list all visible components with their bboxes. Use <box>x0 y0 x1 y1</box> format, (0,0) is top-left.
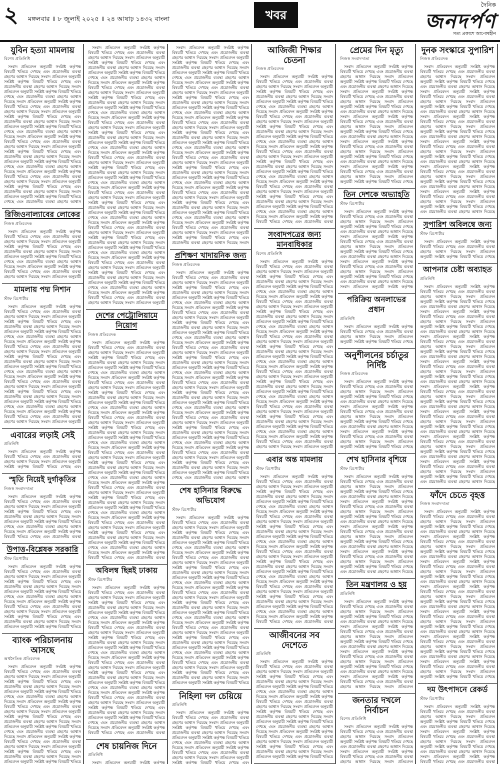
story-byline: স্টাফ রিপোর্টার <box>4 296 29 301</box>
story-headline: দুনক সংস্কারে সুপারিশ <box>421 45 494 55</box>
news-story <box>170 44 251 250</box>
story-headline: অবিলম্ব ছিন্নই ঢাকায় <box>95 566 158 575</box>
story-body: সংবাদ প্রতিবেদন অনুযায়ী সংশ্লিষ্ট কর্তৃপক্ষ বিষয়টি খতিয়ে দেখছে এবং প্রয়োজনীয় ব্যবস্থা গ্রহণের আশ্বাস দিয়েছে সংবাদ প্রতিবেদন অনুযায়ী সংশ্লিষ্ট কর্তৃপক্ষ বিষয়টি খতিয়ে দেখছে এবং প্রয়োজনীয় ব্যবস্থা গ্রহণের আশ্বাস দিয়েছে সংবাদ প্রতিবেদন অনুযায়ী সংশ্লিষ্ট কর্তৃপক্ষ বিষয়টি খতিয়ে দেখছে এবং প্রয়োজনীয় ব্যবস্থা গ্রহণের আশ্বাস দিয়েছে সংবাদ প্রতিবেদন অনুযায়ী সংশ্লিষ্ট কর্তৃপক্ষ বিষয়টি খতিয়ে দেখছে এবং প্রয়োজনীয় ব্যবস্থা গ্রহণের আশ্বাস দিয়েছে সংবাদ প্রতিবেদন অনুযায়ী সংশ্লিষ্ট কর্তৃপক্ষ বিষয়টি খতিয়ে দেখছে এবং প্রয়োজনীয় ব্যবস্থা গ্রহণের আশ্বাস দিয়েছে সংবাদ প্রতিবেদন অনুযায়ী সংশ্লিষ্ট কর্তৃপক্ষ বিষয়টি খতিয়ে দেখছে এবং প্রয়োজনীয় ব্যবস্থা গ্রহণের আশ্বাস দিয়েছে সংবাদ প্রতিবেদন অনুযায়ী সংশ্লিষ্ট কর্তৃপক্ষ বিষয়টি খতিয়ে দেখছে এবং প্রয়োজনীয় ব্যবস্থা গ্রহণের আশ্বাস দিয়েছে সংবাদ প্রতিবেদন অনুযায়ী সংশ্লিষ্ট কর্তৃপক্ষ বিষয়টি খতিয়ে দেখছে এবং প্রয়োজনীয় ব্যবস্থা গ্রহণের আশ্বাস দিয়েছে সংবাদ প্রতিবেদন অনুযায়ী সংশ্লিষ্ট কর্তৃপক্ষ বিষয়টি খতিয়ে দেখছে এবং প্রয়োজনীয় ব্যবস্থা গ্রহণের আশ্বাস দিয়েছে সংবাদ প্রতিবেদন অনুযায়ী সংশ্লিষ্ট কর্তৃপক্ষ বিষয়টি খতিয়ে দেখছে এবং প্রয়োজনীয় ব্যবস্থা গ্রহণের আশ্বাস দিয়েছে সংবাদ প্রতিবেদন অনুযায়ী সংশ্লিষ্ট কর্তৃপক্ষ বিষয়টি খতিয়ে দেখছে এবং প্রয়োজনীয় ব্যবস্থা গ্রহণের আশ্বাস দিয়েছে সংবাদ প্রতিবেদন অনুযায়ী সংশ্লিষ্ট কর্তৃপক্ষ বিষয়টি খতিয়ে দেখছে এবং প্রয়োজনীয় ব্যবস্থা গ্রহণের আশ্বাস দিয়েছে সংবাদ প্রতিবেদন অনুযায়ী সংশ্লিষ্ট কর্তৃপক্ষ বিষয়টি খতিয়ে দেখছে এবং প্রয়োজনীয় ব্যবস্থা গ্রহণের আশ্বাস দিয়েছে সংবাদ প্রতিবেদন অনুযায়ী সংশ্লিষ্ট কর্তৃপক্ষ বিষয়টি খতিয়ে দেখছে <box>420 509 495 679</box>
story-byline: নিজস্ব সংবাদদাতা <box>4 486 34 491</box>
story-headline: সংবাদপত্রের জন্য মানবাধিকার <box>268 230 321 249</box>
column-1 <box>2 44 84 764</box>
story-headline: মামলায় পদ্ম নিশান <box>14 285 71 294</box>
story-byline: নিজস্ব প্রতিবেদক <box>420 56 448 61</box>
news-story <box>86 740 167 764</box>
story-byline: নিজস্ব প্রতিবেদক <box>88 332 116 337</box>
story-body: সংবাদ প্রতিবেদন অনুযায়ী সংশ্লিষ্ট কর্তৃপক্ষ বিষয়টি খতিয়ে দেখছে এবং প্রয়োজনীয় ব্যবস্থা গ্রহণের আশ্বাস দিয়েছে সংবাদ প্রতিবেদন অনুযায়ী সংশ্লিষ্ট কর্তৃপক্ষ বিষয়টি খতিয়ে দেখছে এবং প্রয়োজনীয় ব্যবস্থা গ্রহণের আশ্বাস দিয়েছে সংবাদ প্রতিবেদন অনুযায়ী সংশ্লিষ্ট কর্তৃপক্ষ বিষয়টি খতিয়ে দেখছে এবং প্রয়োজনীয় ব্যবস্থা গ্রহণের আশ্বাস দিয়েছে সংবাদ প্রতিবেদন অনুযায়ী সংশ্লিষ্ট কর্তৃপক্ষ বিষয়টি খতিয়ে দেখছে এবং প্রয়োজনীয় ব্যবস্থা গ্রহণের আশ্বাস দিয়েছে সংবাদ প্রতিবেদন অনুযায়ী সংশ্লিষ্ট কর্তৃপক্ষ বিষয়টি খতিয়ে দেখছে এবং প্রয়োজনীয় ব্যবস্থা গ্রহণের আশ্বাস দিয়েছে সংবাদ প্রতিবেদন অনুযায়ী সংশ্লিষ্ট কর্তৃপক্ষ বিষয়টি খতিয়ে দেখছে এবং প্রয়োজনীয় ব্যবস্থা গ্রহণের আশ্বাস দিয়েছে সংবাদ প্রতিবেদন অনুযায়ী সংশ্লিষ্ট কর্তৃপক্ষ বিষয়টি খতিয়ে দেখছে এবং প্রয়োজনীয় ব্যবস্থা গ্রহণের আশ্বাস দিয়েছে সংবাদ প্রতিবেদন অনুযায়ী সংশ্লিষ্ট কর্তৃপক্ষ বিষয়টি খতিয়ে দেখছে এবং প্রয়োজনীয় ব্যবস্থা গ্রহণের আশ্বাস দিয়েছে <box>340 474 413 574</box>
story-byline: প্রতিনিধি <box>4 441 19 446</box>
news-story <box>338 454 415 579</box>
story-byline: বিশেষ প্রতিনিধি <box>340 716 367 721</box>
news-story <box>254 454 335 629</box>
story-headline: আজিজী শিক্ষার চেতনা <box>267 45 322 65</box>
news-story <box>86 565 167 740</box>
news-story <box>170 690 251 764</box>
section-name: খবর <box>254 2 298 28</box>
story-headline: তিন দেশকে অভ্যাহতি <box>343 190 410 199</box>
column-2 <box>86 44 168 764</box>
story-headline: স্মৃতি নিয়েই দুর্গাকৃতির <box>9 475 76 484</box>
story-byline: নিজস্ব প্রতিবেদক <box>256 66 284 71</box>
story-body: সংবাদ প্রতিবেদন অনুযায়ী সংশ্লিষ্ট কর্তৃপক্ষ বিষয়টি খতিয়ে দেখছে এবং প্রয়োজনীয় ব্যবস্থা গ্রহণের আশ্বাস দিয়েছে সংবাদ প্রতিবেদন অনুযায়ী সংশ্লিষ্ট কর্তৃপক্ষ বিষয়টি খতিয়ে দেখছে এবং প্রয়োজনীয় ব্যবস্থা গ্রহণের আশ্বাস দিয়েছে সংবাদ প্রতিবেদন অনুযায়ী সংশ্লিষ্ট কর্তৃপক্ষ বিষয়টি খতিয়ে দেখছে এবং প্রয়োজনীয় ব্যবস্থা গ্রহণের আশ্বাস দিয়েছে সংবাদ প্রতিবেদন অনুযায়ী সংশ্লিষ্ট কর্তৃপক্ষ বিষয়টি খতিয়ে দেখছে এবং প্রয়োজনীয় ব্যবস্থা গ্রহণের আশ্বাস দিয়েছে সংবাদ প্রতিবেদন অনুযায়ী <box>4 229 81 279</box>
news-story <box>86 310 167 565</box>
logo-main-text: জনদর্পণ <box>424 9 496 33</box>
story-body: সংবাদ প্রতিবেদন অনুযায়ী সংশ্লিষ্ট কর্তৃপক্ষ বিষয়টি খতিয়ে দেখছে এবং প্রয়োজনীয় ব্যবস্থা গ্রহণের আশ্বাস দিয়েছে সংবাদ প্রতিবেদন অনুযায়ী সংশ্লিষ্ট কর্তৃপক্ষ বিষয়টি খতিয়ে দেখছে এবং প্রয়োজনীয় ব্যবস্থা গ্রহণের আশ্বাস দিয়েছে সংবাদ প্রতিবেদন অনুযায়ী সংশ্লিষ্ট কর্তৃপক্ষ বিষয়টি খতিয়ে দেখছে এবং প্রয়োজনীয় ব্যবস্থা গ্রহণের আশ্বাস দিয়েছে সংবাদ প্রতিবেদন অনুযায়ী সংশ্লিষ্ট কর্তৃপক্ষ বিষয়টি খতিয়ে দেখছে এবং প্রয়োজনীয় ব্যবস্থা গ্রহণের আশ্বাস দিয়েছে সংবাদ প্রতিবেদন অনুযায়ী সংশ্লিষ্ট কর্তৃপক্ষ বিষয়টি খতিয়ে দেখছে এবং <box>172 710 249 764</box>
logo-top-text: দৈনিক <box>480 2 496 9</box>
story-byline: নিজস্ব সংবাদদাতা <box>420 501 450 506</box>
story-byline: প্রতিনিধি <box>88 752 103 757</box>
logo-sub-text: সত্য প্রকাশে আপোষহীন <box>452 32 496 37</box>
story-body: সংবাদ প্রতিবেদন অনুযায়ী সংশ্লিষ্ট কর্তৃপক্ষ <box>92 760 165 764</box>
story-headline: আজীবনের সব দেশেতে <box>269 630 320 650</box>
story-headline: প্রশিক্ষণ খাদায়নিক জন্য <box>174 251 247 260</box>
story-byline: স্টাফ রিপোর্টার <box>88 577 113 582</box>
column-5 <box>338 44 416 764</box>
story-headline: আপনার চেষ্টা অব্যাহত <box>422 265 493 274</box>
story-headline: রিজিওনাল্যাবের লোকের <box>4 210 81 219</box>
story-byline: প্রতিনিধি <box>340 316 355 321</box>
news-story <box>170 485 251 690</box>
story-body: সংবাদ প্রতিবেদন অনুযায়ী সংশ্লিষ্ট কর্তৃপক্ষ বিষয়টি খতিয়ে দেখছে এবং প্রয়োজনীয় ব্যবস্থা গ্রহণের আশ্বাস দিয়েছে সংবাদ প্রতিবেদন অনুযায়ী সংশ্লিষ্ট কর্তৃপক্ষ বিষয়টি খতিয়ে দেখছে এবং প্রয়োজনীয় ব্যবস্থা গ্রহণের আশ্বাস দিয়েছে সংবাদ প্রতিবেদন অনুযায়ী সংশ্লিষ্ট কর্তৃপক্ষ বিষয়টি খতিয়ে দেখছে এবং প্রয়োজনীয় ব্যবস্থা গ্রহণের আশ্বাস দিয়েছে সংবাদ প্রতিবেদন অনুযায়ী সংশ্লিষ্ট কর্তৃপক্ষ বিষয়টি খতিয়ে দেখছে এবং প্রয়োজনীয় ব্যবস্থা গ্রহণের আশ্বাস দিয়েছে সংবাদ প্রতিবেদন অনুযায়ী সংশ্লিষ্ট কর্তৃপক্ষ বিষয়টি খতিয়ে দেখছে এবং প্রয়োজনীয় ব্যবস্থা গ্রহণের আশ্বাস দিয়েছে সংবাদ প্রতিবেদন অনুযায়ী সংশ্লিষ্ট কর্তৃপক্ষ বিষয়টি খতিয়ে দেখছে এবং প্রয়োজনীয় ব্যবস্থা গ্রহণের আশ্বাস দিয়েছে সংবাদ প্রতিবেদন অনুযায়ী সংশ্লিষ্ট কর্তৃপক্ষ বিষয়টি খতিয়ে দেখছে এবং প্রয়োজনীয় ব্যবস্থা গ্রহণের আশ্বাস দিয়েছে সংবাদ প্রতিবেদন অনুযায়ী সংশ্লিষ্ট কর্তৃপক্ষ বিষয়টি খতিয়ে দেখছে এবং প্রয়োজনীয় ব্যবস্থা গ্রহণের আশ্বাস দিয়েছে সংবাদ প্রতিবেদন অনুযায়ী সংশ্লিষ্ট কর্তৃপক্ষ বিষয়টি খতিয়ে <box>256 659 333 759</box>
story-body: সংবাদ প্রতিবেদন অনুযায়ী সংশ্লিষ্ট কর্তৃপক্ষ বিষয়টি খতিয়ে দেখছে এবং প্রয়োজনীয় ব্যবস্থা গ্রহণের আশ্বাস দিয়েছে সংবাদ প্রতিবেদন অনুযায়ী সংশ্লিষ্ট কর্তৃপক্ষ বিষয়টি খতিয়ে দেখছে এবং প্রয়োজনীয় ব্যবস্থা গ্রহণের আশ্বাস দিয়েছে সংবাদ প্রতিবেদন অনুযায়ী সংশ্লিষ্ট কর্তৃপক্ষ বিষয়টি খতিয়ে দেখছে এবং প্রয়োজনীয় ব্যবস্থা গ্রহণের আশ্বাস দিয়েছে সংবাদ প্রতিবেদন অনুযায়ী সংশ্লিষ্ট কর্তৃপক্ষ বিষয়টি খতিয়ে দেখছে এবং প্রয়োজনীয় ব্যবস্থা গ্রহণের আশ্বাস দিয়েছে সংবাদ প্রতিবেদন অনুযায়ী সংশ্লিষ্ট কর্তৃপক্ষ বিষয়টি খতিয়ে দেখছে এবং প্রয়োজনীয় ব্যবস্থা গ্রহণের আশ্বাস দিয়েছে সংবাদ প্রতিবেদন অনুযায়ী সংশ্লিষ্ট কর্তৃপক্ষ বিষয়টি খতিয়ে দেখছে <box>340 379 413 449</box>
story-byline: প্রতিনিধি <box>420 276 435 281</box>
story-body: সংবাদ প্রতিবেদন অনুযায়ী সংশ্লিষ্ট কর্তৃপক্ষ বিষয়টি খতিয়ে দেখছে এবং প্রয়োজনীয় ব্যবস্থা গ্রহণের আশ্বাস দিয়েছে সংবাদ প্রতিবেদন অনুযায়ী সংশ্লিষ্ট কর্তৃপক্ষ বিষয়টি খতিয়ে দেখছে এবং প্রয়োজনীয় ব্যবস্থা গ্রহণের আশ্বাস দিয়েছে সংবাদ প্রতিবেদন অনুযায়ী সংশ্লিষ্ট কর্তৃপক্ষ বিষয়টি খতিয়ে দেখছে এবং প্রয়োজনীয় ব্যবস্থা গ্রহণের আশ্বাস দিয়েছে সংবাদ প্রতিবেদন অনুযায়ী সংশ্লিষ্ট কর্তৃপক্ষ বিষয়টি খতিয়ে দেখছে এবং প্রয়োজনীয় ব্যবস্থা গ্রহণের আশ্বাস দিয়েছে সংবাদ প্রতিবেদন অনুযায়ী সংশ্লিষ্ট কর্তৃপক্ষ বিষয়টি খতিয়ে দেখছে এবং প্রয়োজনীয় ব্যবস্থা গ্রহণের আশ্বাস দিয়েছে সংবাদ প্রতিবেদন অনুযায়ী সংশ্লিষ্ট কর্তৃপক্ষ বিষয়টি খতিয়ে দেখছে এবং প্রয়োজনীয় ব্যবস্থা গ্রহণের আশ্বাস দিয়েছে সংবাদ প্রতিবেদন অনুযায়ী সংশ্লিষ্ট কর্তৃপক্ষ বিষয়টি খতিয়ে দেখছে এবং প্রয়োজনীয় ব্যবস্থা গ্রহণের আশ্বাস দিয়েছে সংবাদ প্রতিবেদন অনুযায়ী সংশ্লিষ্ট কর্তৃপক্ষ বিষয়টি খতিয়ে দেখছে এবং প্রয়োজনীয় ব্যবস্থা গ্রহণের আশ্বাস দিয়েছে সংবাদ প্রতিবেদন অনুযায়ী সংশ্লিষ্ট কর্তৃপক্ষ বিষয়টি খতিয়ে দেখছে এবং প্রয়োজনীয় ব্যবস্থা গ্রহণের আশ্বাস দিয়েছে সংবাদ প্রতিবেদন অনুযায়ী সংশ্লিষ্ট কর্তৃপক্ষ বিষয়টি খতিয়ে দেখছে এবং প্রয়োজনীয় ব্যবস্থা গ্রহণের আশ্বাস দিয়েছে সংবাদ প্রতিবেদন অনুযায়ী সংশ্লিষ্ট কর্তৃপক্ষ বিষয়টি খতিয়ে দেখছে এবং প্রয়োজনীয় ব্যবস্থা গ্রহণের আশ্বাস দিয়েছে সংবাদ প্রতিবেদন অনুযায়ী সংশ্লিষ্ট কর্তৃপক্ষ বিষয়টি খতিয়ে দেখছে এবং প্রয়োজনীয় ব্যবস্থা গ্রহণের আশ্বাস দিয়েছে সংবাদ প্রতিবেদন অনুযায়ী সংশ্লিষ্ট কর্তৃপক্ষ বিষয়টি খতিয়ে দেখছে এবং প্রয়োজনীয় ব্যবস্থা গ্রহণের আশ্বাস দিয়েছে সংবাদ প্রতিবেদন অনুযায়ী সংশ্লিষ্ট কর্তৃপক্ষ বিষয়টি খতিয়ে দেখছে এবং প্রয়োজনীয় ব্যবস্থা গ্রহণের আশ্বাস দিয়েছে সংবাদ প্রতিবেদন অনুযায়ী সংশ্লিষ্ট কর্তৃপক্ষ বিষয়টি খতিয়ে দেখছে এবং প্রয়োজনীয় ব্যবস্থা গ্রহণের আশ্বাস দিয়েছে সংবাদ প্রতিবেদন অনুযায়ী সংশ্লিষ্ট কর্তৃপক্ষ বিষয়টি খতিয়ে দেখছে এবং প্রয়োজনীয় ব্যবস্থা গ্রহণের আশ্বাস দিয়েছে সংবাদ প্রতিবেদন অনুযায়ী সংশ্লিষ্ট কর্তৃপক্ষ বিষয়টি খতিয়ে দেখছে এবং প্রয়োজনীয় ব্যবস্থা গ্রহণের আশ্বাস দিয়েছে সংবাদ <box>172 45 249 245</box>
date-line: মঙ্গলবার ॥ ৮ জুলাই ২০২৫ ॥ ২৪ আষাঢ় ১৪৩২ বাংলা <box>28 15 170 23</box>
news-story <box>338 579 415 694</box>
news-story <box>254 629 335 764</box>
news-story <box>418 219 497 264</box>
story-headline: উপাত্ত-বিশ্লেষক সরকারি <box>6 545 79 554</box>
news-story <box>338 189 415 294</box>
story-headline: দম উৎপাদনে রেকর্ড <box>427 685 488 694</box>
story-byline: নিজস্ব প্রতিবেদক <box>172 262 200 267</box>
story-byline: নিজস্ব প্রতিবেদক <box>4 221 32 226</box>
column-4 <box>254 44 336 764</box>
story-body: সংবাদ প্রতিবেদন অনুযায়ী সংশ্লিষ্ট কর্তৃপক্ষ বিষয়টি খতিয়ে দেখছে এবং প্রয়োজনীয় ব্যবস্থা গ্রহণের আশ্বাস দিয়েছে সংবাদ প্রতিবেদন অনুযায়ী সংশ্লিষ্ট কর্তৃপক্ষ বিষয়টি খতিয়ে দেখছে এবং প্রয়োজনীয় ব্যবস্থা গ্রহণের আশ্বাস দিয়েছে সংবাদ প্রতিবেদন অনুযায়ী সংশ্লিষ্ট কর্তৃপক্ষ বিষয়টি খতিয়ে দেখছে এবং প্রয়োজনীয় ব্যবস্থা গ্রহণের আশ্বাস দিয়েছে সংবাদ প্রতিবেদন অনুযায়ী সংশ্লিষ্ট কর্তৃপক্ষ বিষয়টি খতিয়ে দেখছে এবং প্রয়োজনীয় ব্যবস্থা গ্রহণের আশ্বাস দিয়েছে সংবাদ প্রতিবেদন অনুযায়ী সংশ্লিষ্ট কর্তৃপক্ষ বিষয়টি খতিয়ে দেখছে এবং প্রয়োজনীয় ব্যবস্থা গ্রহণের আশ্বাস দিয়েছে সংবাদ প্রতিবেদন অনুযায়ী সংশ্লিষ্ট কর্তৃপক্ষ বিষয়টি খতিয়ে দেখছে এবং প্রয়োজনীয় ব্যবস্থা গ্রহণের আশ্বাস দিয়েছে সংবাদ প্রতিবেদন অনুযায়ী সংশ্লিষ্ট কর্তৃপক্ষ বিষয়টি খতিয়ে দেখছে এবং প্রয়োজনীয় ব্যবস্থা গ্রহণের আশ্বাস দিয়েছে সংবাদ প্রতিবেদন অনুযায়ী সংশ্লিষ্ট কর্তৃপক্ষ বিষয়টি খতিয়ে দেখছে এবং প্রয়োজনীয় ব্যবস্থা গ্রহণের আশ্বাস দিয়েছে সংবাদ প্রতিবেদন অনুযায়ী সংশ্লিষ্ট কর্তৃপক্ষ বিষয়টি খতিয়ে দেখছে এবং প্রয়োজনীয় ব্যবস্থা গ্রহণের আশ্বাস দিয়েছে সংবাদ প্রতিবেদন অনুযায়ী সংশ্লিষ্ট কর্তৃপক্ষ বিষয়টি খতিয়ে দেখছে এবং প্রয়োজনীয় ব্যবস্থা গ্রহণের আশ্বাস দিয়েছে সংবাদ প্রতিবেদন অনুযায়ী সংশ্লিষ্ট কর্তৃপক্ষ বিষয়টি খতিয়ে দেখছে এবং প্রয়োজনীয় ব্যবস্থা গ্রহণের আশ্বাস দিয়েছে সংবাদ প্রতিবেদন অনুযায়ী সংশ্লিষ্ট কর্তৃপক্ষ বিষয়টি খতিয়ে দেখছে এবং প্রয়োজনীয় ব্যবস্থা গ্রহণের আশ্বাস <box>4 64 81 204</box>
story-byline: স্টাফ রিপোর্টার <box>420 231 445 236</box>
story-headline: তিন মন্ত্রণালয় ও হয় <box>346 580 407 589</box>
story-body: সংবাদ প্রতিবেদন অনুযায়ী সংশ্লিষ্ট কর্তৃপক্ষ বিষয়টি খতিয়ে দেখছে এবং প্রয়োজনীয় ব্যবস্থা গ্রহণের আশ্বাস দিয়েছে সংবাদ প্রতিবেদন অনুযায়ী সংশ্লিষ্ট কর্তৃপক্ষ বিষয়টি খতিয়ে দেখছে এবং প্রয়োজনীয় ব্যবস্থা গ্রহণের আশ্বাস দিয়েছে সংবাদ প্রতিবেদন অনুযায়ী সংশ্লিষ্ট কর্তৃপক্ষ বিষয়টি খতিয়ে দেখছে এবং প্রয়োজনীয় ব্যবস্থা গ্রহণের আশ্বাস দিয়েছে সংবাদ প্রতিবেদন অনুযায়ী সংশ্লিষ্ট কর্তৃপক্ষ বিষয়টি খতিয়ে দেখছে এবং প্রয়োজনীয় ব্যবস্থা গ্রহণের আশ্বাস দিয়েছে সংবাদ প্রতিবেদন অনুযায়ী সংশ্লিষ্ট কর্তৃপক্ষ বিষয়টি খতিয়ে দেখছে এবং প্রয়োজনীয় ব্যবস্থা গ্রহণের আশ্বাস দিয়েছে সংবাদ প্রতিবেদন অনুযায়ী সংশ্লিষ্ট কর্তৃপক্ষ বিষয়টি খতিয়ে দেখছে এবং প্রয়োজনীয় ব্যবস্থা গ্রহণের আশ্বাস দিয়েছে সংবাদ প্রতিবেদন অনুযায়ী সংশ্লিষ্ট কর্তৃপক্ষ বিষয়টি খতিয়ে দেখছে এবং প্রয়োজনীয় ব্যবস্থা গ্রহণের আশ্বাস দিয়েছে সংবাদ প্রতিবেদন অনুযায়ী সংশ্লিষ্ট কর্তৃপক্ষ বিষয়টি খতিয়ে দেখছে এবং প্রয়োজনীয় ব্যবস্থা গ্রহণের আশ্বাস দিয়েছে সংবাদ প্রতিবেদন অনুযায়ী সংশ্লিষ্ট কর্তৃপক্ষ বিষয়টি খতিয়ে দেখছে এবং প্রয়োজনীয় ব্যবস্থা গ্রহণের আশ্বাস দিয়েছে সংবাদ প্রতিবেদন অনুযায়ী সংশ্লিষ্ট কর্তৃপক্ষ বিষয়টি খতিয়ে দেখছে এবং প্রয়োজনীয় ব্যবস্থা গ্রহণের আশ্বাস দিয়েছে সংবাদ প্রতিবেদন অনুযায়ী সংশ্লিষ্ট কর্তৃপক্ষ বিষয়টি খতিয়ে দেখছে এবং প্রয়োজনীয় ব্যবস্থা গ্রহণের আশ্বাস দিয়েছে সংবাদ প্রতিবেদন অনুযায়ী সংশ্লিষ্ট কর্তৃপক্ষ বিষয়টি খতিয়ে দেখছে এবং প্রয়োজনীয় ব্যবস্থা গ্রহণের আশ্বাস দিয়েছে সংবাদ প্রতিবেদন অনুযায়ী সংশ্লিষ্ট কর্তৃপক্ষ বিষয়টি খতিয়ে দেখছে এবং প্রয়োজনীয় ব্যবস্থা গ্রহণের আশ্বাস দিয়েছে সংবাদ প্রতিবেদন অনুযায়ী সংশ্লিষ্ট কর্তৃপক্ষ বিষয়টি খতিয়ে দেখছে এবং প্রয়োজনীয় ব্যবস্থা গ্রহণের আশ্বাস দিয়েছে সংবাদ প্রতিবেদন অনুযায়ী সংশ্লিষ্ট কর্তৃপক্ষ বিষয়টি খতিয়ে দেখছে এবং প্রয়োজনীয় ব্যবস্থা গ্রহণের আশ্বাস দিয়েছে সংবাদ প্রতিবেদন অনুযায়ী সংশ্লিষ্ট কর্তৃপক্ষ বিষয়টি খতিয়ে দেখছে এবং প্রয়োজনীয় ব্যবস্থা গ্রহণের আশ্বাস দিয়েছে সংবাদ প্রতিবেদন অনুযায়ী সংশ্লিষ্ট কর্তৃপক্ষ বিষয়টি খতিয়ে দেখছে এবং প্রয়োজনীয় ব্যবস্থা গ্রহণের আশ্বাস দিয়েছে সংবাদ প্রতিবেদন অনুযায়ী সংশ্লিষ্ট কর্তৃপক্ষ বিষয়টি খতিয়ে দেখছে এবং প্রয়োজনীয় ব্যবস্থা গ্রহণের আশ্বাস দিয়েছে সংবাদ প্রতিবেদন অনুযায়ী সংশ্লিষ্ট কর্তৃপক্ষ বিষয়টি খতিয়ে দেখছে এবং প্রয়োজনীয় ব্যবস্থা <box>88 340 165 560</box>
story-headline: ফাঁদে চেতে বৃহত্ত <box>430 490 485 500</box>
story-body: সংবাদ প্রতিবেদন অনুযায়ী সংশ্লিষ্ট কর্তৃপক্ষ বিষয়টি খতিয়ে দেখছে এবং প্রয়োজনীয় ব্যবস্থা গ্রহণের আশ্বাস দিয়েছে সংবাদ প্রতিবেদন অনুযায়ী সংশ্লিষ্ট কর্তৃপক্ষ বিষয়টি খতিয়ে দেখছে এবং প্রয়োজনীয় ব্যবস্থা গ্রহণের আশ্বাস দিয়েছে সংবাদ প্রতিবেদন অনুযায়ী সংশ্লিষ্ট কর্তৃপক্ষ বিষয়টি খতিয়ে দেখছে এবং প্রয়োজনীয় ব্যবস্থা গ্রহণের আশ্বাস দিয়েছে সংবাদ প্রতিবেদন অনুযায়ী সংশ্লিষ্ট কর্তৃপক্ষ বিষয়টি খতিয়ে দেখছে এবং প্রয়োজনীয় ব্যবস্থা গ্রহণের আশ্বাস দিয়েছে সংবাদ প্রতিবেদন অনুযায়ী সংশ্লিষ্ট কর্তৃপক্ষ বিষয়টি খতিয়ে দেখছে এবং প্রয়োজনীয় ব্যবস্থা গ্রহণের আশ্বাস দিয়েছে সংবাদ প্রতিবেদন অনুযায়ী সংশ্লিষ্ট কর্তৃপক্ষ বিষয়টি খতিয়ে দেখছে এবং প্রয়োজনীয় ব্যবস্থা গ্রহণের আশ্বাস দিয়েছে সংবাদ প্রতিবেদন অনুযায়ী সংশ্লিষ্ট কর্তৃপক্ষ বিষয়টি খতিয়ে দেখছে এবং প্রয়োজনীয় ব্যবস্থা গ্রহণের আশ্বাস দিয়েছে সংবাদ প্রতিবেদন অনুযায়ী সংশ্লিষ্ট কর্তৃপক্ষ বিষয়টি খতিয়ে দেখছে এবং প্রয়োজনীয় ব্যবস্থা গ্রহণের আশ্বাস দিয়েছে সংবাদ প্রতিবেদন অনুযায়ী সংশ্লিষ্ট কর্তৃপক্ষ বিষয়টি খতিয়ে দেখছে এবং প্রয়োজনীয় ব্যবস্থা গ্রহণের আশ্বাস দিয়েছে সংবাদ প্রতিবেদন অনুযায়ী সংশ্লিষ্ট কর্তৃপক্ষ বিষয়টি খতিয়ে দেখছে এবং প্রয়োজনীয় ব্যবস্থা গ্রহণের আশ্বাস দিয়েছে সংবাদ প্রতিবেদন অনুযায়ী সংশ্লিষ্ট কর্তৃপক্ষ বিষয়টি খতিয়ে দেখছে এবং প্রয়োজনীয় ব্যবস্থা গ্রহণের আশ্বাস দিয়েছে সংবাদ প্রতিবেদন অনুযায়ী সংশ্লিষ্ট কর্তৃপক্ষ বিষয়টি খতিয়ে দেখছে এবং প্রয়োজনীয় ব্যবস্থা গ্রহণের আশ্বাস দিয়েছে <box>420 64 495 214</box>
story-byline: প্রতিনিধি <box>256 651 271 656</box>
news-story <box>2 544 83 634</box>
story-headline: প্রেমের দিন মৃত্যু <box>349 45 404 55</box>
story-body: সংবাদ প্রতিবেদন অনুযায়ী সংশ্লিষ্ট কর্তৃপক্ষ বিষয়টি খতিয়ে দেখছে এবং প্রয়োজনীয় ব্যবস্থা গ্রহণের আশ্বাস দিয়েছে সংবাদ প্রতিবেদন অনুযায়ী সংশ্লিষ্ট কর্তৃপক্ষ বিষয়টি খতিয়ে দেখছে এবং প্রয়োজনীয় ব্যবস্থা গ্রহণের আশ্বাস দিয়েছে সংবাদ প্রতিবেদন অনুযায়ী সংশ্লিষ্ট কর্তৃপক্ষ বিষয়টি খতিয়ে দেখছে এবং প্রয়োজনীয় ব্যবস্থা গ্রহণের আশ্বাস দিয়েছে সংবাদ প্রতিবেদন অনুযায়ী সংশ্লিষ্ট কর্তৃপক্ষ বিষয়টি খতিয়ে দেখছে এবং প্রয়োজনীয় ব্যবস্থা গ্রহণের আশ্বাস দিয়েছে সংবাদ প্রতিবেদন অনুযায়ী সংশ্লিষ্ট কর্তৃপক্ষ বিষয়টি খতিয়ে দেখছে এবং প্রয়োজনীয় ব্যবস্থা গ্রহণের আশ্বাস দিয়েছে সংবাদ প্রতিবেদন অনুযায়ী সংশ্লিষ্ট কর্তৃপক্ষ বিষয়টি খতিয়ে দেখছে এবং প্রয়োজনীয় ব্যবস্থা গ্রহণের আশ্বাস দিয়েছে সংবাদ প্রতিবেদন অনুযায়ী সংশ্লিষ্ট কর্তৃপক্ষ বিষয়টি খতিয়ে দেখছে এবং প্রয়োজনীয় ব্যবস্থা গ্রহণের আশ্বাস দিয়েছে সংবাদ প্রতিবেদন অনুযায়ী সংশ্লিষ্ট কর্তৃপক্ষ বিষয়টি খতিয়ে দেখছে এবং প্রয়োজনীয় ব্যবস্থা গ্রহণের আশ্বাস দিয়েছে সংবাদ প্রতিবেদন অনুযায়ী সংশ্লিষ্ট কর্তৃপক্ষ বিষয়টি খতিয়ে দেখছে এবং প্রয়োজনীয় ব্যবস্থা গ্রহণের আশ্বাস দিয়েছে সংবাদ প্রতিবেদন অনুযায়ী সংশ্লিষ্ট কর্তৃপক্ষ বিষয়টি খতিয়ে দেখছে এবং প্রয়োজনীয় ব্যবস্থা গ্রহণের আশ্বাস দিয়েছে সংবাদ প্রতিবেদন অনুযায়ী সংশ্লিষ্ট কর্তৃপক্ষ বিষয়টি খতিয়ে দেখছে এবং প্রয়োজনীয় ব্যবস্থা গ্রহণের আশ্বাস দিয়েছে সংবাদ প্রতিবেদন অনুযায়ী সংশ্লিষ্ট কর্তৃপক্ষ বিষয়টি খতিয়ে দেখছে এবং প্রয়োজনীয় ব্যবস্থা গ্রহণের আশ্বাস দিয়েছে সংবাদ প্রতিবেদন অনুযায়ী সংশ্লিষ্ট কর্তৃপক্ষ বিষয়টি খতিয়ে দেখছে এবং প্রয়োজনীয় ব্যবস্থা গ্রহণের আশ্বাস দিয়েছে সংবাদ প্রতিবেদন অনুযায়ী সংশ্লিষ্ট কর্তৃপক্ষ বিষয়টি খতিয়ে দেখছে এবং প্রয়োজনীয় ব্যবস্থা গ্রহণের আশ্বাস দিয়েছে সংবাদ প্রতিবেদন অনুযায়ী সংশ্লিষ্ট কর্তৃপক্ষ বিষয়টি খতিয়ে <box>172 515 249 685</box>
story-body: সংবাদ প্রতিবেদন অনুযায়ী সংশ্লিষ্ট কর্তৃপক্ষ বিষয়টি খতিয়ে দেখছে এবং প্রয়োজনীয় ব্যবস্থা গ্রহণের আশ্বাস দিয়েছে সংবাদ প্রতিবেদন অনুযায়ী সংশ্লিষ্ট কর্তৃপক্ষ বিষয়টি খতিয়ে দেখছে এবং প্রয়োজনীয় ব্যবস্থা গ্রহণের আশ্বাস দিয়েছে সংবাদ প্রতিবেদন অনুযায়ী সংশ্লিষ্ট কর্তৃপক্ষ বিষয়টি খতিয়ে দেখছে এবং প্রয়োজনীয় ব্যবস্থা গ্রহণের আশ্বাস দিয়েছে সংবাদ প্রতিবেদন অনুযায়ী সংশ্লিষ্ট কর্তৃপক্ষ বিষয়টি খতিয়ে দেখছে এবং প্রয়োজনীয় ব্যবস্থা গ্রহণের আশ্বাস দিয়েছে সংবাদ প্রতিবেদন অনুযায়ী সংশ্লিষ্ট কর্তৃপক্ষ বিষয়টি খতিয়ে দেখছে এবং প্রয়োজনীয় ব্যবস্থা গ্রহণের আশ্বাস দিয়েছে সংবাদ প্রতিবেদন অনুযায়ী সংশ্লিষ্ট কর্তৃপক্ষ বিষয়টি খতিয়ে দেখছে এবং প্রয়োজনীয় ব্যবস্থা গ্রহণের আশ্বাস দিয়েছে সংবাদ প্রতিবেদন অনুযায়ী সংশ্লিষ্ট কর্তৃপক্ষ বিষয়টি খতিয়ে দেখছে এবং প্রয়োজনীয় ব্যবস্থা গ্রহণের আশ্বাস দিয়েছে সংবাদ প্রতিবেদন অনুযায়ী সংশ্লিষ্ট কর্তৃপক্ষ বিষয়টি খতিয়ে দেখছে এবং প্রয়োজনীয় ব্যবস্থা গ্রহণের আশ্বাস দিয়েছে সংবাদ প্রতিবেদন অনুযায়ী সংশ্লিষ্ট কর্তৃপক্ষ বিষয়টি খতিয়ে দেখছে এবং প্রয়োজনীয় ব্যবস্থা গ্রহণের আশ্বাস দিয়েছে সংবাদ প্রতিবেদন অনুযায়ী সংশ্লিষ্ট কর্তৃপক্ষ বিষয়টি খতিয়ে দেখছে এবং প্রয়োজনীয় ব্যবস্থা গ্রহণের আশ্বাস দিয়েছে সংবাদ প্রতিবেদন অনুযায়ী সংশ্লিষ্ট কর্তৃপক্ষ বিষয়টি খতিয়ে দেখছে এবং প্রয়োজনীয় ব্যবস্থা গ্রহণের আশ্বাস দিয়েছে সংবাদ প্রতিবেদন অনুযায়ী সংশ্লিষ্ট কর্তৃপক্ষ বিষয়টি খতিয়ে দেখছে এবং প্রয়োজনীয় ব্যবস্থা গ্রহণের আশ্বাস দিয়েছে সংবাদ প্রতিবেদন অনুযায়ী সংশ্লিষ্ট কর্তৃপক্ষ বিষয়টি খতিয়ে দেখছে এবং প্রয়োজনীয় ব্যবস্থা <box>256 474 333 624</box>
story-headline: দেশের পেট্রোলিয়ামে নিয়োগ <box>95 311 158 330</box>
story-body: সংবাদ প্রতিবেদন অনুযায়ী সংশ্লিষ্ট কর্তৃপক্ষ বিষয়টি খতিয়ে দেখছে এবং প্রয়োজনীয় ব্যবস্থা গ্রহণের আশ্বাস দিয়েছে সংবাদ প্রতিবেদন অনুযায়ী সংশ্লিষ্ট কর্তৃপক্ষ বিষয়টি খতিয়ে দেখছে <box>420 239 495 259</box>
story-headline: যুবিন হত্যা মামলায় <box>10 45 75 55</box>
news-story <box>418 264 497 489</box>
story-byline: স্টাফ রিপোর্টার <box>340 466 365 471</box>
story-body: সংবাদ প্রতিবেদন অনুযায়ী সংশ্লিষ্ট কর্তৃপক্ষ বিষয়টি খতিয়ে দেখছে এবং প্রয়োজনীয় ব্যবস্থা গ্রহণের আশ্বাস দিয়েছে সংবাদ প্রতিবেদন অনুযায়ী সংশ্লিষ্ট কর্তৃপক্ষ বিষয়টি খতিয়ে দেখছে এবং প্রয়োজনীয় ব্যবস্থা গ্রহণের আশ্বাস দিয়েছে সংবাদ প্রতিবেদন অনুযায়ী সংশ্লিষ্ট কর্তৃপক্ষ বিষয়টি খতিয়ে দেখছে এবং প্রয়োজনীয় ব্যবস্থা গ্রহণের আশ্বাস দিয়েছে সংবাদ প্রতিবেদন অনুযায়ী সংশ্লিষ্ট কর্তৃপক্ষ বিষয়টি খতিয়ে দেখছে এবং প্রয়োজনীয় ব্যবস্থা গ্রহণের আশ্বাস দিয়েছে সংবাদ প্রতিবেদন অনুযায়ী সংশ্লিষ্ট কর্তৃপক্ষ বিষয়টি খতিয়ে দেখছে এবং প্রয়োজনীয় ব্যবস্থা গ্রহণের আশ্বাস দিয়েছে সংবাদ প্রতিবেদন অনুযায়ী সংশ্লিষ্ট কর্তৃপক্ষ বিষয়টি খতিয়ে দেখছে এবং প্রয়োজনীয় ব্যবস্থা গ্রহণের আশ্বাস দিয়েছে সংবাদ প্রতিবেদন অনুযায়ী সংশ্লিষ্ট কর্তৃপক্ষ বিষয়টি খতিয়ে দেখছে এবং প্রয়োজনীয় ব্যবস্থা গ্রহণের আশ্বাস দিয়েছে সংবাদ প্রতিবেদন অনুযায়ী সংশ্লিষ্ট কর্তৃপক্ষ বিষয়টি খতিয়ে দেখছে এবং প্রয়োজনীয় ব্যবস্থা গ্রহণের আশ্বাস দিয়েছে সংবাদ প্রতিবেদন অনুযায়ী সংশ্লিষ্ট কর্তৃপক্ষ বিষয়টি খতিয়ে দেখছে এবং প্রয়োজনীয় ব্যবস্থা গ্রহণের আশ্বাস দিয়েছে সংবাদ প্রতিবেদন অনুযায়ী সংশ্লিষ্ট কর্তৃপক্ষ বিষয়টি খতিয়ে দেখছে এবং প্রয়োজনীয় ব্যবস্থা গ্রহণের আশ্বাস দিয়েছে সংবাদ প্রতিবেদন অনুযায়ী সংশ্লিষ্ট কর্তৃপক্ষ বিষয়টি খতিয়ে দেখছে এবং প্রয়োজনীয় ব্যবস্থা গ্রহণের আশ্বাস দিয়েছে সংবাদ প্রতিবেদন অনুযায়ী সংশ্লিষ্ট কর্তৃপক্ষ বিষয়টি খতিয়ে দেখছে এবং প্রয়োজনীয় ব্যবস্থা গ্রহণের আশ্বাস দিয়েছে সংবাদ প্রতিবেদন অনুযায়ী সংশ্লিষ্ট কর্তৃপক্ষ বিষয়টি খতিয়ে দেখছে এবং প্রয়োজনীয় ব্যবস্থা <box>88 585 165 735</box>
news-story <box>418 44 497 219</box>
news-story <box>254 229 335 454</box>
story-headline: নিহিলা দল চেয়িয়ে <box>179 691 242 701</box>
story-body: সংবাদ প্রতিবেদন অনুযায়ী সংশ্লিষ্ট কর্তৃপক্ষ বিষয়টি খতিয়ে দেখছে এবং প্রয়োজনীয় ব্যবস্থা গ্রহণের আশ্বাস দিয়েছে সংবাদ প্রতিবেদন অনুযায়ী সংশ্লিষ্ট কর্তৃপক্ষ বিষয়টি খতিয়ে দেখছে এবং প্রয়োজনীয় ব্যবস্থা গ্রহণের আশ্বাস দিয়েছে সংবাদ প্রতিবেদন অনুযায়ী সংশ্লিষ্ট কর্তৃপক্ষ বিষয়টি খতিয়ে দেখছে এবং প্রয়োজনীয় ব্যবস্থা গ্রহণের আশ্বাস দিয়েছে সংবাদ প্রতিবেদন অনুযায়ী সংশ্লিষ্ট কর্তৃপক্ষ বিষয়টি খতিয়ে দেখছে এবং প্রয়োজনীয় ব্যবস্থা গ্রহণের আশ্বাস দিয়েছে সংবাদ প্রতিবেদন অনুযায়ী সংশ্লিষ্ট কর্তৃপক্ষ বিষয়টি খতিয়ে দেখছে এবং প্রয়োজনীয় ব্যবস্থা গ্রহণের আশ্বাস দিয়েছে সংবাদ প্রতিবেদন অনুযায়ী সংশ্লিষ্ট কর্তৃপক্ষ বিষয়টি খতিয়ে দেখছে এবং প্রয়োজনীয় ব্যবস্থা গ্রহণের আশ্বাস দিয়েছে সংবাদ প্রতিবেদন অনুযায়ী সংশ্লিষ্ট কর্তৃপক্ষ বিষয়টি খতিয়ে দেখছে এবং প্রয়োজনীয় ব্যবস্থা গ্রহণের আশ্বাস দিয়েছে সংবাদ প্রতিবেদন অনুযায়ী সংশ্লিষ্ট কর্তৃপক্ষ বিষয়টি খতিয়ে দেখছে এবং প্রয়োজনীয় ব্যবস্থা গ্রহণের আশ্বাস দিয়েছে সংবাদ প্রতিবেদন অনুযায়ী সংশ্লিষ্ট কর্তৃপক্ষ বিষয়টি খতিয়ে দেখছে এবং প্রয়োজনীয় ব্যবস্থা গ্রহণের আশ্বাস দিয়েছে সংবাদ প্রতিবেদন অনুযায়ী সংশ্লিষ্ট কর্তৃপক্ষ বিষয়টি খতিয়ে দেখছে এবং প্রয়োজনীয় ব্যবস্থা গ্রহণের আশ্বাস দিয়েছে সংবাদ প্রতিবেদন অনুযায়ী সংশ্লিষ্ট কর্তৃপক্ষ বিষয়টি খতিয়ে দেখছে এবং প্রয়োজনীয় ব্যবস্থা গ্রহণের আশ্বাস দিয়েছে সংবাদ প্রতিবেদন অনুযায়ী সংশ্লিষ্ট কর্তৃপক্ষ বিষয়টি খতিয়ে দেখছে এবং প্রয়োজনীয় ব্যবস্থা গ্রহণের আশ্বাস দিয়েছে সংবাদ প্রতিবেদন অনুযায়ী সংশ্লিষ্ট কর্তৃপক্ষ বিষয়টি খতিয়ে দেখছে এবং প্রয়োজনীয় ব্যবস্থা গ্রহণের আশ্বাস দিয়েছে সংবাদ প্রতিবেদন অনুযায়ী সংশ্লিষ্ট কর্তৃপক্ষ বিষয়টি খতিয়ে দেখছে এবং প্রয়োজনীয় ব্যবস্থা গ্রহণের আশ্বাস দিয়েছে সংবাদ প্রতিবেদন অনুযায়ী সংশ্লিষ্ট কর্তৃপক্ষ বিষয়টি খতিয়ে দেখছে এবং প্রয়োজনীয় ব্যবস্থা গ্রহণের আশ্বাস দিয়েছে সংবাদ প্রতিবেদন অনুযায়ী সংশ্লিষ্ট কর্তৃপক্ষ বিষয়টি খতিয়ে দেখছে এবং প্রয়োজনীয় ব্যবস্থা গ্রহণের আশ্বাস দিয়েছে সংবাদ প্রতিবেদন অনুযায়ী <box>256 259 333 449</box>
story-headline: শেষ হাসিনার বিরুদ্ধে অভিযোগ <box>179 486 242 505</box>
story-byline: স্টাফ রিপোর্টার <box>256 466 281 471</box>
page-number: ২ <box>4 2 19 28</box>
story-body: সংবাদ প্রতিবেদন অনুযায়ী সংশ্লিষ্ট কর্তৃপক্ষ বিষয়টি খতিয়ে দেখছে এবং প্রয়োজনীয় ব্যবস্থা গ্রহণের আশ্বাস দিয়েছে সংবাদ প্রতিবেদন অনুযায়ী সংশ্লিষ্ট কর্তৃপক্ষ বিষয়টি খতিয়ে দেখছে এবং প্রয়োজনীয় ব্যবস্থা গ্রহণের আশ্বাস দিয়েছে সংবাদ প্রতিবেদন অনুযায়ী সংশ্লিষ্ট কর্তৃপক্ষ বিষয়টি খতিয়ে দেখছে এবং প্রয়োজনীয় ব্যবস্থা গ্রহণের আশ্বাস দিয়েছে সংবাদ প্রতিবেদন অনুযায়ী সংশ্লিষ্ট কর্তৃপক্ষ বিষয়টি খতিয়ে দেখছে এবং প্রয়োজনীয় ব্যবস্থা <box>4 494 81 539</box>
story-byline: বিশেষ প্রতিনিধি <box>4 56 31 61</box>
news-story <box>338 294 415 349</box>
story-headline: সুপারিশ অবিলম্বে জন্য <box>423 220 492 229</box>
story-body: সংবাদ প্রতিবেদন অনুযায়ী সংশ্লিষ্ট কর্তৃপক্ষ বিষয়টি খতিয়ে দেখছে এবং প্রয়োজনীয় ব্যবস্থা গ্রহণের আশ্বাস দিয়েছে সংবাদ প্রতিবেদন অনুযায়ী সংশ্লিষ্ট কর্তৃপক্ষ বিষয়টি খতিয়ে দেখছে এবং প্রয়োজনীয় ব্যবস্থা গ্রহণের আশ্বাস দিয়েছে সংবাদ প্রতিবেদন অনুযায়ী সংশ্লিষ্ট কর্তৃপক্ষ বিষয়টি খতিয়ে দেখছে এবং প্রয়োজনীয় ব্যবস্থা গ্রহণের আশ্বাস দিয়েছে সংবাদ প্রতিবেদন অনুযায়ী সংশ্লিষ্ট কর্তৃপক্ষ বিষয়টি খতিয়ে দেখছে এবং প্রয়োজনীয় ব্যবস্থা গ্রহণের আশ্বাস দিয়েছে সংবাদ প্রতিবেদন অনুযায়ী সংশ্লিষ্ট কর্তৃপক্ষ বিষয়টি খতিয়ে দেখছে এবং প্রয়োজনীয় ব্যবস্থা গ্রহণের আশ্বাস দিয়েছে সংবাদ প্রতিবেদন অনুযায়ী সংশ্লিষ্ট কর্তৃপক্ষ বিষয়টি খতিয়ে দেখছে এবং প্রয়োজনীয় ব্যবস্থা গ্রহণের আশ্বাস দিয়েছে সংবাদ প্রতিবেদন অনুযায়ী সংশ্লিষ্ট কর্তৃপক্ষ <box>340 209 413 289</box>
story-byline: স্টাফ রিপোর্টার <box>340 201 365 206</box>
story-headline: পরিক্রিয় অনলাভের প্রধান <box>347 295 406 314</box>
news-story <box>2 474 83 544</box>
news-story <box>2 429 83 474</box>
column-3 <box>170 44 252 764</box>
story-headline: অনুশীলনের চর্চাতুর নির্দিষ্ট <box>344 350 409 370</box>
story-body: সংবাদ প্রতিবেদন অনুযায়ী সংশ্লিষ্ট কর্তৃপক্ষ বিষয়টি খতিয়ে দেখছে এবং প্রয়োজনীয় ব্যবস্থা গ্রহণের আশ্বাস দিয়েছে সংবাদ প্রতিবেদন অনুযায়ী সংশ্লিষ্ট কর্তৃপক্ষ বিষয়টি খতিয়ে দেখছে এবং প্রয়োজনীয় ব্যবস্থা গ্রহণের আশ্বাস দিয়েছে সংবাদ প্রতিবেদন অনুযায়ী সংশ্লিষ্ট কর্তৃপক্ষ বিষয়টি খতিয়ে দেখছে এবং প্রয়োজনীয় ব্যবস্থা গ্রহণের আশ্বাস দিয়েছে সংবাদ প্রতিবেদন অনুযায়ী সংশ্লিষ্ট কর্তৃপক্ষ বিষয়টি খতিয়ে দেখছে এবং প্রয়োজনীয় ব্যবস্থা গ্রহণের আশ্বাস দিয়েছে সংবাদ প্রতিবেদন অনুযায়ী সংশ্লিষ্ট কর্তৃপক্ষ বিষয়টি খতিয়ে দেখছে এবং প্রয়োজনীয় ব্যবস্থা গ্রহণের আশ্বাস দিয়েছে সংবাদ প্রতিবেদন অনুযায়ী সংশ্লিষ্ট কর্তৃপক্ষ বিষয়টি খতিয়ে দেখছে এবং প্রয়োজনীয় ব্যবস্থা গ্রহণের আশ্বাস দিয়েছে সংবাদ প্রতিবেদন অনুযায়ী সংশ্লিষ্ট কর্তৃপক্ষ বিষয়টি খতিয়ে দেখছে এবং প্রয়োজনীয় ব্যবস্থা গ্রহণের আশ্বাস দিয়েছে সংবাদ প্রতিবেদন <box>340 599 413 689</box>
news-story <box>170 250 251 485</box>
story-body: সংবাদ প্রতিবেদন অনুযায়ী সংশ্লিষ্ট কর্তৃপক্ষ বিষয়টি খতিয়ে দেখছে এবং প্রয়োজনীয় ব্যবস্থা গ্রহণের আশ্বাস দিয়েছে সংবাদ প্রতিবেদন অনুযায়ী সংশ্লিষ্ট কর্তৃপক্ষ বিষয়টি খতিয়ে দেখছে এবং প্রয়োজনীয় ব্যবস্থা গ্রহণের আশ্বাস দিয়েছে সংবাদ প্রতিবেদন অনুযায়ী সংশ্লিষ্ট কর্তৃপক্ষ বিষয়টি খতিয়ে দেখছে এবং প্রয়োজনীয় ব্যবস্থা গ্রহণের আশ্বাস দিয়েছে সংবাদ প্রতিবেদন <box>340 724 413 764</box>
story-body: সংবাদ প্রতিবেদন অনুযায়ী সংশ্লিষ্ট কর্তৃপক্ষ বিষয়টি খতিয়ে দেখছে এবং প্রয়োজনীয় ব্যবস্থা গ্রহণের আশ্বাস দিয়েছে সংবাদ প্রতিবেদন অনুযায়ী সংশ্লিষ্ট কর্তৃপক্ষ বিষয়টি খতিয়ে দেখছে এবং প্রয়োজনীয় ব্যবস্থা গ্রহণের আশ্বাস দিয়েছে সংবাদ প্রতিবেদন অনুযায়ী সংশ্লিষ্ট কর্তৃপক্ষ বিষয়টি খতিয়ে দেখছে এবং প্রয়োজনীয় ব্যবস্থা গ্রহণের আশ্বাস দিয়েছে সংবাদ প্রতিবেদন অনুযায়ী সংশ্লিষ্ট কর্তৃপক্ষ বিষয়টি খতিয়ে দেখছে এবং প্রয়োজনীয় ব্যবস্থা গ্রহণের আশ্বাস দিয়েছে সংবাদ প্রতিবেদন অনুযায়ী সংশ্লিষ্ট কর্তৃপক্ষ বিষয়টি খতিয়ে দেখছে এবং প্রয়োজনীয় ব্যবস্থা গ্রহণের আশ্বাস দিয়েছে সংবাদ প্রতিবেদন অনুযায়ী সংশ্লিষ্ট কর্তৃপক্ষ বিষয়টি খতিয়ে দেখছে এবং প্রয়োজনীয় ব্যবস্থা গ্রহণের আশ্বাস দিয়েছে সংবাদ প্রতিবেদন অনুযায়ী সংশ্লিষ্ট কর্তৃপক্ষ বিষয়টি খতিয়ে দেখছে এবং প্রয়োজনীয় ব্যবস্থা গ্রহণের আশ্বাস দিয়েছে সংবাদ প্রতিবেদন অনুযায়ী সংশ্লিষ্ট কর্তৃপক্ষ বিষয়টি খতিয়ে দেখছে এবং প্রয়োজনীয় ব্যবস্থা গ্রহণের আশ্বাস দিয়েছে সংবাদ প্রতিবেদন অনুযায়ী সংশ্লিষ্ট কর্তৃপক্ষ বিষয়টি খতিয়ে দেখছে এবং প্রয়োজনীয় ব্যবস্থা গ্রহণের আশ্বাস দিয়েছে সংবাদ প্রতিবেদন অনুযায়ী সংশ্লিষ্ট কর্তৃপক্ষ বিষয়টি খতিয়ে দেখছে এবং প্রয়োজনীয় ব্যবস্থা গ্রহণের আশ্বাস দিয়েছে সংবাদ প্রতিবেদন অনুযায়ী <box>4 304 81 424</box>
story-body: সংবাদ প্রতিবেদন অনুযায়ী সংশ্লিষ্ট কর্তৃপক্ষ বিষয়টি খতিয়ে দেখছে এবং প্রয়োজনীয় ব্যবস্থা গ্রহণের আশ্বাস দিয়েছে সংবাদ প্রতিবেদন অনুযায়ী সংশ্লিষ্ট কর্তৃপক্ষ বিষয়টি খতিয়ে দেখছে এবং প্রয়োজনীয় ব্যবস্থা গ্রহণের আশ্বাস দিয়েছে সংবাদ প্রতিবেদন অনুযায়ী সংশ্লিষ্ট কর্তৃপক্ষ বিষয়টি খতিয়ে দেখছে এবং প্রয়োজনীয় ব্যবস্থা গ্রহণের আশ্বাস দিয়েছে সংবাদ প্রতিবেদন অনুযায়ী সংশ্লিষ্ট কর্তৃপক্ষ বিষয়টি খতিয়ে দেখছে এবং প্রয়োজনীয় ব্যবস্থা গ্রহণের আশ্বাস দিয়েছে সংবাদ প্রতিবেদন অনুযায়ী সংশ্লিষ্ট কর্তৃপক্ষ বিষয়টি খতিয়ে দেখছে এবং প্রয়োজনীয় ব্যবস্থা গ্রহণের আশ্বাস দিয়েছে সংবাদ প্রতিবেদন অনুযায়ী সংশ্লিষ্ট কর্তৃপক্ষ বিষয়টি খতিয়ে দেখছে এবং প্রয়োজনীয় ব্যবস্থা গ্রহণের আশ্বাস দিয়েছে সংবাদ প্রতিবেদন অনুযায়ী সংশ্লিষ্ট কর্তৃপক্ষ বিষয়টি খতিয়ে দেখছে এবং প্রয়োজনীয় ব্যবস্থা গ্রহণের আশ্বাস দিয়েছে সংবাদ প্রতিবেদন অনুযায়ী সংশ্লিষ্ট কর্তৃপক্ষ বিষয়টি খতিয়ে দেখছে এবং প্রয়োজনীয় ব্যবস্থা গ্রহণের আশ্বাস দিয়েছে সংবাদ প্রতিবেদন অনুযায়ী সংশ্লিষ্ট কর্তৃপক্ষ বিষয়টি খতিয়ে দেখছে এবং প্রয়োজনীয় ব্যবস্থা গ্রহণের আশ্বাস দিয়েছে সংবাদ প্রতিবেদন অনুযায়ী সংশ্লিষ্ট কর্তৃপক্ষ বিষয়টি খতিয়ে দেখছে <box>340 64 413 184</box>
story-body: সংবাদ প্রতিবেদন অনুযায়ী সংশ্লিষ্ট কর্তৃপক্ষ বিষয়টি খতিয়ে দেখছে এবং প্রয়োজনীয় ব্যবস্থা গ্রহণের আশ্বাস দিয়েছে সংবাদ প্রতিবেদন অনুযায়ী সংশ্লিষ্ট কর্তৃপক্ষ বিষয়টি খতিয়ে দেখছে এবং প্রয়োজনীয় ব্যবস্থা গ্রহণের আশ্বাস দিয়েছে সংবাদ প্রতিবেদন অনুযায়ী সংশ্লিষ্ট কর্তৃপক্ষ বিষয়টি খতিয়ে দেখছে এবং প্রয়োজনীয় ব্যবস্থা গ্রহণের আশ্বাস দিয়েছে সংবাদ প্রতিবেদন অনুযায়ী সংশ্লিষ্ট কর্তৃপক্ষ বিষয়টি খতিয়ে দেখছে এবং প্রয়োজনীয় ব্যবস্থা গ্রহণের আশ্বাস দিয়েছে সংবাদ প্রতিবেদন অনুযায়ী সংশ্লিষ্ট কর্তৃপক্ষ বিষয়টি খতিয়ে দেখছে এবং প্রয়োজনীয় ব্যবস্থা গ্রহণের আশ্বাস দিয়েছে সংবাদ প্রতিবেদন অনুযায়ী সংশ্লিষ্ট কর্তৃপক্ষ বিষয়টি খতিয়ে দেখছে এবং প্রয়োজনীয় ব্যবস্থা গ্রহণের আশ্বাস দিয়েছে সংবাদ প্রতিবেদন অনুযায়ী সংশ্লিষ্ট কর্তৃপক্ষ বিষয়টি খতিয়ে দেখছে এবং প্রয়োজনীয় ব্যবস্থা গ্রহণের আশ্বাস দিয়েছে সংবাদ প্রতিবেদন অনুযায়ী সংশ্লিষ্ট কর্তৃপক্ষ বিষয়টি খতিয়ে দেখছে এবং প্রয়োজনীয় ব্যবস্থা গ্রহণের আশ্বাস দিয়েছে সংবাদ প্রতিবেদন অনুযায়ী সংশ্লিষ্ট কর্তৃপক্ষ বিষয়টি খতিয়ে দেখছে এবং প্রয়োজনীয় ব্যবস্থা গ্রহণের আশ্বাস দিয়েছে সংবাদ প্রতিবেদন অনুযায়ী সংশ্লিষ্ট কর্তৃপক্ষ বিষয়টি খতিয়ে দেখছে এবং প্রয়োজনীয় ব্যবস্থা গ্রহণের আশ্বাস দিয়েছে সংবাদ প্রতিবেদন অনুযায়ী সংশ্লিষ্ট কর্তৃপক্ষ বিষয়টি খতিয়ে দেখছে এবং প্রয়োজনীয় ব্যবস্থা গ্রহণের আশ্বাস দিয়েছে সংবাদ প্রতিবেদন অনুযায়ী সংশ্লিষ্ট কর্তৃপক্ষ বিষয়টি খতিয়ে দেখছে এবং প্রয়োজনীয় ব্যবস্থা গ্রহণের আশ্বাস দিয়েছে সংবাদ প্রতিবেদন অনুযায়ী সংশ্লিষ্ট কর্তৃপক্ষ বিষয়টি খতিয়ে দেখছে এবং প্রয়োজনীয় ব্যবস্থা গ্রহণের আশ্বাস দিয়েছে সংবাদ প্রতিবেদন অনুযায়ী সংশ্লিষ্ট কর্তৃপক্ষ বিষয়টি খতিয়ে দেখছে এবং প্রয়োজনীয় ব্যবস্থা গ্রহণের আশ্বাস দিয়েছে সংবাদ প্রতিবেদন অনুযায়ী সংশ্লিষ্ট কর্তৃপক্ষ বিষয়টি খতিয়ে দেখছে এবং প্রয়োজনীয় ব্যবস্থা গ্রহণের আশ্বাস দিয়েছে সংবাদ প্রতিবেদন অনুযায়ী সংশ্লিষ্ট কর্তৃপক্ষ বিষয়টি খতিয়ে দেখছে এবং প্রয়োজনীয় ব্যবস্থা গ্রহণের আশ্বাস দিয়েছে <box>420 284 495 484</box>
story-body: সংবাদ প্রতিবেদন অনুযায়ী সংশ্লিষ্ট কর্তৃপক্ষ বিষয়টি খতিয়ে দেখছে এবং প্রয়োজনীয় ব্যবস্থা গ্রহণের আশ্বাস দিয়েছে সংবাদ প্রতিবেদন অনুযায়ী সংশ্লিষ্ট কর্তৃপক্ষ বিষয়টি খতিয়ে দেখছে এবং <box>4 449 81 469</box>
story-byline: স্টাফ রিপোর্টার <box>172 507 197 512</box>
news-story <box>254 44 335 229</box>
story-body: সংবাদ প্রতিবেদন অনুযায়ী সংশ্লিষ্ট কর্তৃপক্ষ বিষয়টি খতিয়ে দেখছে এবং প্রয়োজনীয় ব্যবস্থা গ্রহণের আশ্বাস দিয়েছে সংবাদ প্রতিবেদন অনুযায়ী সংশ্লিষ্ট কর্তৃপক্ষ বিষয়টি খতিয়ে দেখছে <box>340 324 413 344</box>
story-byline: স্টাফ রিপোর্টার <box>420 696 445 701</box>
column-6 <box>418 44 498 764</box>
news-story <box>418 489 497 684</box>
story-headline: শেষ চায়নিজ দিনে <box>96 741 157 751</box>
story-body: সংবাদ প্রতিবেদন অনুযায়ী সংশ্লিষ্ট কর্তৃপক্ষ বিষয়টি খতিয়ে দেখছে এবং প্রয়োজনীয় ব্যবস্থা গ্রহণের আশ্বাস দিয়েছে সংবাদ প্রতিবেদন অনুযায়ী সংশ্লিষ্ট কর্তৃপক্ষ বিষয়টি খতিয়ে দেখছে এবং প্রয়োজনীয় ব্যবস্থা গ্রহণের আশ্বাস দিয়েছে সংবাদ প্রতিবেদন অনুযায়ী সংশ্লিষ্ট কর্তৃপক্ষ বিষয়টি খতিয়ে দেখছে এবং প্রয়োজনীয় ব্যবস্থা গ্রহণের আশ্বাস দিয়েছে সংবাদ প্রতিবেদন অনুযায়ী সংশ্লিষ্ট কর্তৃপক্ষ বিষয়টি খতিয়ে দেখছে এবং প্রয়োজনীয় ব্যবস্থা গ্রহণের আশ্বাস দিয়েছে সংবাদ প্রতিবেদন অনুযায়ী সংশ্লিষ্ট কর্তৃপক্ষ বিষয়টি খতিয়ে দেখছে এবং প্রয়োজনীয় ব্যবস্থা গ্রহণের আশ্বাস দিয়েছে সংবাদ প্রতিবেদন অনুযায়ী সংশ্লিষ্ট কর্তৃপক্ষ বিষয়টি খতিয়ে <box>4 564 81 629</box>
news-story <box>338 349 415 454</box>
newspaper-logo <box>316 2 496 38</box>
masthead <box>0 0 500 42</box>
news-story <box>338 44 415 189</box>
news-story <box>2 209 83 284</box>
story-headline: শেখ হাসিনার বৃশিয়ে <box>346 455 407 464</box>
story-byline: নিজস্ব সংবাদদাতা <box>340 56 370 61</box>
story-body: সংবাদ প্রতিবেদন অনুযায়ী সংশ্লিষ্ট কর্তৃপক্ষ বিষয়টি খতিয়ে দেখছে এবং প্রয়োজনীয় ব্যবস্থা গ্রহণের আশ্বাস দিয়েছে সংবাদ প্রতিবেদন অনুযায়ী সংশ্লিষ্ট কর্তৃপক্ষ বিষয়টি খতিয়ে দেখছে এবং প্রয়োজনীয় ব্যবস্থা গ্রহণের আশ্বাস দিয়েছে সংবাদ প্রতিবেদন অনুযায়ী সংশ্লিষ্ট কর্তৃপক্ষ বিষয়টি খতিয়ে দেখছে এবং প্রয়োজনীয় ব্যবস্থা গ্রহণের আশ্বাস দিয়েছে সংবাদ প্রতিবেদন অনুযায়ী সংশ্লিষ্ট কর্তৃপক্ষ বিষয়টি খতিয়ে দেখছে এবং প্রয়োজনীয় ব্যবস্থা গ্রহণের আশ্বাস দিয়েছে সংবাদ প্রতিবেদন অনুযায়ী সংশ্লিষ্ট কর্তৃপক্ষ বিষয়টি খতিয়ে দেখছে এবং প্রয়োজনীয় ব্যবস্থা <box>420 704 495 764</box>
story-headline: জনতার দখলে নির্বাচন <box>352 695 401 715</box>
news-story <box>2 634 83 764</box>
news-story <box>86 44 167 310</box>
story-body: সংবাদ প্রতিবেদন অনুযায়ী সংশ্লিষ্ট কর্তৃপক্ষ বিষয়টি খতিয়ে দেখছে এবং প্রয়োজনীয় ব্যবস্থা গ্রহণের আশ্বাস দিয়েছে সংবাদ প্রতিবেদন অনুযায়ী সংশ্লিষ্ট কর্তৃপক্ষ বিষয়টি খতিয়ে দেখছে এবং প্রয়োজনীয় ব্যবস্থা গ্রহণের আশ্বাস দিয়েছে সংবাদ প্রতিবেদন অনুযায়ী সংশ্লিষ্ট কর্তৃপক্ষ বিষয়টি খতিয়ে দেখছে এবং প্রয়োজনীয় ব্যবস্থা গ্রহণের আশ্বাস দিয়েছে সংবাদ প্রতিবেদন অনুযায়ী সংশ্লিষ্ট কর্তৃপক্ষ বিষয়টি খতিয়ে দেখছে এবং প্রয়োজনীয় ব্যবস্থা গ্রহণের আশ্বাস দিয়েছে সংবাদ প্রতিবেদন অনুযায়ী সংশ্লিষ্ট কর্তৃপক্ষ বিষয়টি খতিয়ে দেখছে এবং প্রয়োজনীয় ব্যবস্থা গ্রহণের আশ্বাস দিয়েছে সংবাদ প্রতিবেদন অনুযায়ী সংশ্লিষ্ট কর্তৃপক্ষ বিষয়টি খতিয়ে দেখছে এবং প্রয়োজনীয় ব্যবস্থা গ্রহণের আশ্বাস দিয়েছে সংবাদ প্রতিবেদন অনুযায়ী সংশ্লিষ্ট কর্তৃপক্ষ বিষয়টি খতিয়ে দেখছে এবং প্রয়োজনীয় ব্যবস্থা গ্রহণের আশ্বাস দিয়েছে সংবাদ প্রতিবেদন অনুযায়ী সংশ্লিষ্ট কর্তৃপক্ষ বিষয়টি খতিয়ে দেখছে এবং প্রয়োজনীয় ব্যবস্থা গ্রহণের আশ্বাস দিয়েছে সংবাদ প্রতিবেদন অনুযায়ী সংশ্লিষ্ট কর্তৃপক্ষ বিষয়টি খতিয়ে দেখছে এবং প্রয়োজনীয় ব্যবস্থা গ্রহণের আশ্বাস দিয়েছে সংবাদ প্রতিবেদন অনুযায়ী সংশ্লিষ্ট কর্তৃপক্ষ বিষয়টি খতিয়ে দেখছে এবং প্রয়োজনীয় ব্যবস্থা গ্রহণের আশ্বাস দিয়েছে সংবাদ প্রতিবেদন অনুযায়ী সংশ্লিষ্ট কর্তৃপক্ষ বিষয়টি খতিয়ে দেখছে এবং প্রয়োজনীয় ব্যবস্থা গ্রহণের আশ্বাস দিয়েছে সংবাদ প্রতিবেদন অনুযায়ী সংশ্লিষ্ট কর্তৃপক্ষ বিষয়টি খতিয়ে দেখছে এবং প্রয়োজনীয় ব্যবস্থা গ্রহণের আশ্বাস দিয়েছে সংবাদ প্রতিবেদন অনুযায়ী সংশ্লিষ্ট কর্তৃপক্ষ বিষয়টি খতিয়ে দেখছে এবং প্রয়োজনীয় ব্যবস্থা গ্রহণের আশ্বাস দিয়েছে সংবাদ প্রতিবেদন অনুযায়ী সংশ্লিষ্ট কর্তৃপক্ষ বিষয়টি খতিয়ে দেখছে এবং প্রয়োজনীয় ব্যবস্থা গ্রহণের আশ্বাস দিয়েছে সংবাদ প্রতিবেদন অনুযায়ী সংশ্লিষ্ট কর্তৃপক্ষ বিষয়টি খতিয়ে দেখছে এবং প্রয়োজনীয় ব্যবস্থা গ্রহণের আশ্বাস দিয়েছে সংবাদ প্রতিবেদন অনুযায়ী সংশ্লিষ্ট কর্তৃপক্ষ বিষয়টি খতিয়ে দেখছে এবং প্রয়োজনীয় ব্যবস্থা গ্রহণের আশ্বাস দিয়েছে সংবাদ প্রতিবেদন অনুযায়ী সংশ্লিষ্ট কর্তৃপক্ষ বিষয়টি খতিয়ে দেখছে এবং প্রয়োজনীয় ব্যবস্থা গ্রহণের আশ্বাস দিয়েছে সংবাদ প্রতিবেদন অনুযায়ী সংশ্লিষ্ট কর্তৃপক্ষ বিষয়টি খতিয়ে দেখছে এবং প্রয়োজনীয় ব্যবস্থা গ্রহণের আশ্বাস <box>172 270 249 480</box>
story-headline: এবার অন্ত মামলায় <box>266 455 323 464</box>
story-byline: স্টাফ রিপোর্টার <box>4 556 29 561</box>
story-byline: প্রতিনিধি <box>172 702 187 707</box>
story-byline: নিজস্ব প্রতিবেদক <box>340 371 368 376</box>
story-body: সংবাদ প্রতিবেদন অনুযায়ী সংশ্লিষ্ট কর্তৃপক্ষ বিষয়টি খতিয়ে দেখছে এবং প্রয়োজনীয় ব্যবস্থা গ্রহণের আশ্বাস দিয়েছে সংবাদ প্রতিবেদন অনুযায়ী সংশ্লিষ্ট কর্তৃপক্ষ বিষয়টি খতিয়ে দেখছে এবং প্রয়োজনীয় ব্যবস্থা গ্রহণের আশ্বাস দিয়েছে সংবাদ প্রতিবেদন অনুযায়ী সংশ্লিষ্ট কর্তৃপক্ষ বিষয়টি খতিয়ে দেখছে এবং প্রয়োজনীয় ব্যবস্থা গ্রহণের আশ্বাস দিয়েছে সংবাদ প্রতিবেদন অনুযায়ী সংশ্লিষ্ট কর্তৃপক্ষ বিষয়টি খতিয়ে দেখছে এবং প্রয়োজনীয় ব্যবস্থা গ্রহণের আশ্বাস দিয়েছে সংবাদ প্রতিবেদন অনুযায়ী সংশ্লিষ্ট কর্তৃপক্ষ বিষয়টি খতিয়ে দেখছে এবং প্রয়োজনীয় ব্যবস্থা গ্রহণের আশ্বাস দিয়েছে সংবাদ প্রতিবেদন অনুযায়ী সংশ্লিষ্ট কর্তৃপক্ষ বিষয়টি খতিয়ে দেখছে এবং প্রয়োজনীয় ব্যবস্থা গ্রহণের আশ্বাস দিয়েছে সংবাদ প্রতিবেদন অনুযায়ী সংশ্লিষ্ট কর্তৃপক্ষ বিষয়টি খতিয়ে দেখছে এবং প্রয়োজনীয় ব্যবস্থা গ্রহণের আশ্বাস দিয়েছে সংবাদ প্রতিবেদন অনুযায়ী সংশ্লিষ্ট কর্তৃপক্ষ বিষয়টি খতিয়ে দেখছে এবং প্রয়োজনীয় ব্যবস্থা গ্রহণের আশ্বাস দিয়েছে সংবাদ প্রতিবেদন অনুযায়ী সংশ্লিষ্ট কর্তৃপক্ষ বিষয়টি খতিয়ে দেখছে এবং প্রয়োজনীয় ব্যবস্থা গ্রহণের আশ্বাস দিয়েছে সংবাদ প্রতিবেদন অনুযায়ী সংশ্লিষ্ট কর্তৃপক্ষ বিষয়টি খতিয়ে দেখছে এবং প্রয়োজনীয় ব্যবস্থা গ্রহণের আশ্বাস দিয়েছে সংবাদ প্রতিবেদন অনুযায়ী সংশ্লিষ্ট কর্তৃপক্ষ বিষয়টি খতিয়ে দেখছে এবং প্রয়োজনীয় ব্যবস্থা গ্রহণের আশ্বাস দিয়েছে সংবাদ প্রতিবেদন অনুযায়ী সংশ্লিষ্ট কর্তৃপক্ষ বিষয়টি খতিয়ে দেখছে এবং প্রয়োজনীয় ব্যবস্থা গ্রহণের আশ্বাস দিয়েছে সংবাদ প্রতিবেদন অনুযায়ী সংশ্লিষ্ট কর্তৃপক্ষ বিষয়টি খতিয়ে দেখছে এবং প্রয়োজনীয় ব্যবস্থা গ্রহণের আশ্বাস দিয়েছে সংবাদ প্রতিবেদন অনুযায়ী সংশ্লিষ্ট কর্তৃপক্ষ বিষয়টি খতিয়ে দেখছে এবং প্রয়োজনীয় ব্যবস্থা গ্রহণের আশ্বাস দিয়েছে সংবাদ প্রতিবেদন অনুযায়ী সংশ্লিষ্ট কর্তৃপক্ষ বিষয়টি খতিয়ে দেখছে এবং প্রয়োজনীয় ব্যবস্থা গ্রহণের আশ্বাস দিয়েছে সংবাদ প্রতিবেদন অনুযায়ী সংশ্লিষ্ট কর্তৃপক্ষ বিষয়টি খতিয়ে দেখছে এবং প্রয়োজনীয় ব্যবস্থা গ্রহণের আশ্বাস দিয়েছে সংবাদ প্রতিবেদন অনুযায়ী সংশ্লিষ্ট কর্তৃপক্ষ বিষয়টি খতিয়ে দেখছে এবং প্রয়োজনীয় ব্যবস্থা গ্রহণের আশ্বাস দিয়েছে সংবাদ প্রতিবেদন অনুযায়ী সংশ্লিষ্ট কর্তৃপক্ষ বিষয়টি খতিয়ে দেখছে এবং প্রয়োজনীয় ব্যবস্থা গ্রহণের আশ্বাস দিয়েছে সংবাদ প্রতিবেদন অনুযায়ী সংশ্লিষ্ট কর্তৃপক্ষ বিষয়টি খতিয়ে দেখছে এবং প্রয়োজনীয় ব্যবস্থা গ্রহণের আশ্বাস দিয়েছে সংবাদ প্রতিবেদন অনুযায়ী সংশ্লিষ্ট কর্তৃপক্ষ বিষয়টি খতিয়ে দেখছে এবং প্রয়োজনীয় ব্যবস্থা গ্রহণের আশ্বাস দিয়েছে সংবাদ প্রতিবেদন অনুযায়ী সংশ্লিষ্ট কর্তৃপক্ষ বিষয়টি খতিয়ে দেখছে এবং প্রয়োজনীয় ব্যবস্থা গ্রহণের আশ্বাস দিয়েছে সংবাদ প্রতিবেদন অনুযায়ী সংশ্লিষ্ট কর্তৃপক্ষ বিষয়টি খতিয়ে দেখছে এবং প্রয়োজনীয় ব্যবস্থা গ্রহণের আশ্বাস দিয়েছে সংবাদ প্রতিবেদন অনুযায়ী <box>88 45 165 305</box>
news-story <box>418 684 497 764</box>
story-headline: ব্যাংক পরিচালনায় আসছে <box>12 635 73 655</box>
story-headline: এবারের লড়াই সেই <box>10 430 75 440</box>
news-story <box>338 694 415 764</box>
story-body: সংবাদ প্রতিবেদন অনুযায়ী সংশ্লিষ্ট কর্তৃপক্ষ বিষয়টি খতিয়ে দেখছে এবং প্রয়োজনীয় ব্যবস্থা গ্রহণের আশ্বাস দিয়েছে সংবাদ প্রতিবেদন অনুযায়ী সংশ্লিষ্ট কর্তৃপক্ষ বিষয়টি খতিয়ে দেখছে এবং প্রয়োজনীয় ব্যবস্থা গ্রহণের আশ্বাস দিয়েছে সংবাদ প্রতিবেদন অনুযায়ী সংশ্লিষ্ট কর্তৃপক্ষ বিষয়টি খতিয়ে দেখছে এবং প্রয়োজনীয় ব্যবস্থা গ্রহণের আশ্বাস দিয়েছে সংবাদ প্রতিবেদন অনুযায়ী সংশ্লিষ্ট কর্তৃপক্ষ বিষয়টি খতিয়ে দেখছে এবং প্রয়োজনীয় ব্যবস্থা গ্রহণের আশ্বাস দিয়েছে সংবাদ প্রতিবেদন অনুযায়ী সংশ্লিষ্ট কর্তৃপক্ষ বিষয়টি খতিয়ে দেখছে এবং প্রয়োজনীয় ব্যবস্থা গ্রহণের আশ্বাস দিয়েছে সংবাদ প্রতিবেদন অনুযায়ী সংশ্লিষ্ট কর্তৃপক্ষ বিষয়টি খতিয়ে দেখছে এবং প্রয়োজনীয় ব্যবস্থা গ্রহণের আশ্বাস দিয়েছে সংবাদ প্রতিবেদন অনুযায়ী সংশ্লিষ্ট কর্তৃপক্ষ বিষয়টি খতিয়ে দেখছে এবং প্রয়োজনীয় ব্যবস্থা গ্রহণের আশ্বাস দিয়েছে সংবাদ প্রতিবেদন অনুযায়ী সংশ্লিষ্ট কর্তৃপক্ষ বিষয়টি খতিয়ে দেখছে এবং প্রয়োজনীয় ব্যবস্থা গ্রহণের আশ্বাস দিয়েছে সংবাদ প্রতিবেদন অনুযায়ী সংশ্লিষ্ট কর্তৃপক্ষ বিষয়টি খতিয়ে দেখছে এবং প্রয়োজনীয় ব্যবস্থা গ্রহণের আশ্বাস দিয়েছে সংবাদ প্রতিবেদন অনুযায়ী সংশ্লিষ্ট কর্তৃপক্ষ বিষয়টি খতিয়ে দেখছে এবং প্রয়োজনীয় ব্যবস্থা গ্রহণের আশ্বাস দিয়েছে সংবাদ প্রতিবেদন অনুযায়ী সংশ্লিষ্ট কর্তৃপক্ষ বিষয়টি খতিয়ে দেখছে এবং প্রয়োজনীয় ব্যবস্থা গ্রহণের আশ্বাস দিয়েছে সংবাদ প্রতিবেদন অনুযায়ী সংশ্লিষ্ট কর্তৃপক্ষ বিষয়টি খতিয়ে দেখছে এবং প্রয়োজনীয় ব্যবস্থা গ্রহণের আশ্বাস দিয়েছে সংবাদ প্রতিবেদন অনুযায়ী সংশ্লিষ্ট কর্তৃপক্ষ বিষয়টি খতিয়ে দেখছে এবং প্রয়োজনীয় ব্যবস্থা <box>256 74 333 224</box>
news-story <box>2 284 83 429</box>
story-body: সংবাদ প্রতিবেদন অনুযায়ী সংশ্লিষ্ট কর্তৃপক্ষ বিষয়টি খতিয়ে দেখছে এবং প্রয়োজনীয় ব্যবস্থা গ্রহণের আশ্বাস দিয়েছে সংবাদ প্রতিবেদন অনুযায়ী সংশ্লিষ্ট কর্তৃপক্ষ বিষয়টি খতিয়ে দেখছে এবং প্রয়োজনীয় ব্যবস্থা গ্রহণের আশ্বাস দিয়েছে সংবাদ প্রতিবেদন অনুযায়ী সংশ্লিষ্ট কর্তৃপক্ষ বিষয়টি খতিয়ে দেখছে এবং প্রয়োজনীয় ব্যবস্থা গ্রহণের আশ্বাস দিয়েছে সংবাদ প্রতিবেদন অনুযায়ী সংশ্লিষ্ট কর্তৃপক্ষ বিষয়টি খতিয়ে দেখছে এবং প্রয়োজনীয় ব্যবস্থা গ্রহণের আশ্বাস দিয়েছে সংবাদ প্রতিবেদন অনুযায়ী সংশ্লিষ্ট কর্তৃপক্ষ বিষয়টি খতিয়ে দেখছে এবং প্রয়োজনীয় ব্যবস্থা গ্রহণের আশ্বাস দিয়েছে সংবাদ প্রতিবেদন অনুযায়ী সংশ্লিষ্ট কর্তৃপক্ষ বিষয়টি খতিয়ে দেখছে এবং প্রয়োজনীয় ব্যবস্থা গ্রহণের আশ্বাস দিয়েছে সংবাদ প্রতিবেদন অনুযায়ী সংশ্লিষ্ট কর্তৃপক্ষ বিষয়টি খতিয়ে দেখছে এবং প্রয়োজনীয় ব্যবস্থা গ্রহণের আশ্বাস দিয়েছে সংবাদ প্রতিবেদন অনুযায়ী সংশ্লিষ্ট কর্তৃপক্ষ বিষয়টি খতিয়ে দেখছে এবং প্রয়োজনীয় ব্যবস্থা গ্রহণের আশ্বাস দিয়েছে সংবাদ প্রতিবেদন অনুযায়ী সংশ্লিষ্ট কর্তৃপক্ষ বিষয়টি খতিয়ে <box>4 664 81 764</box>
news-story <box>2 44 83 209</box>
story-byline: বিশেষ প্রতিনিধি <box>256 251 283 256</box>
story-byline: প্রতিনিধি <box>340 591 355 596</box>
story-byline: অর্থনৈতিক প্রতিবেদক <box>4 656 40 661</box>
